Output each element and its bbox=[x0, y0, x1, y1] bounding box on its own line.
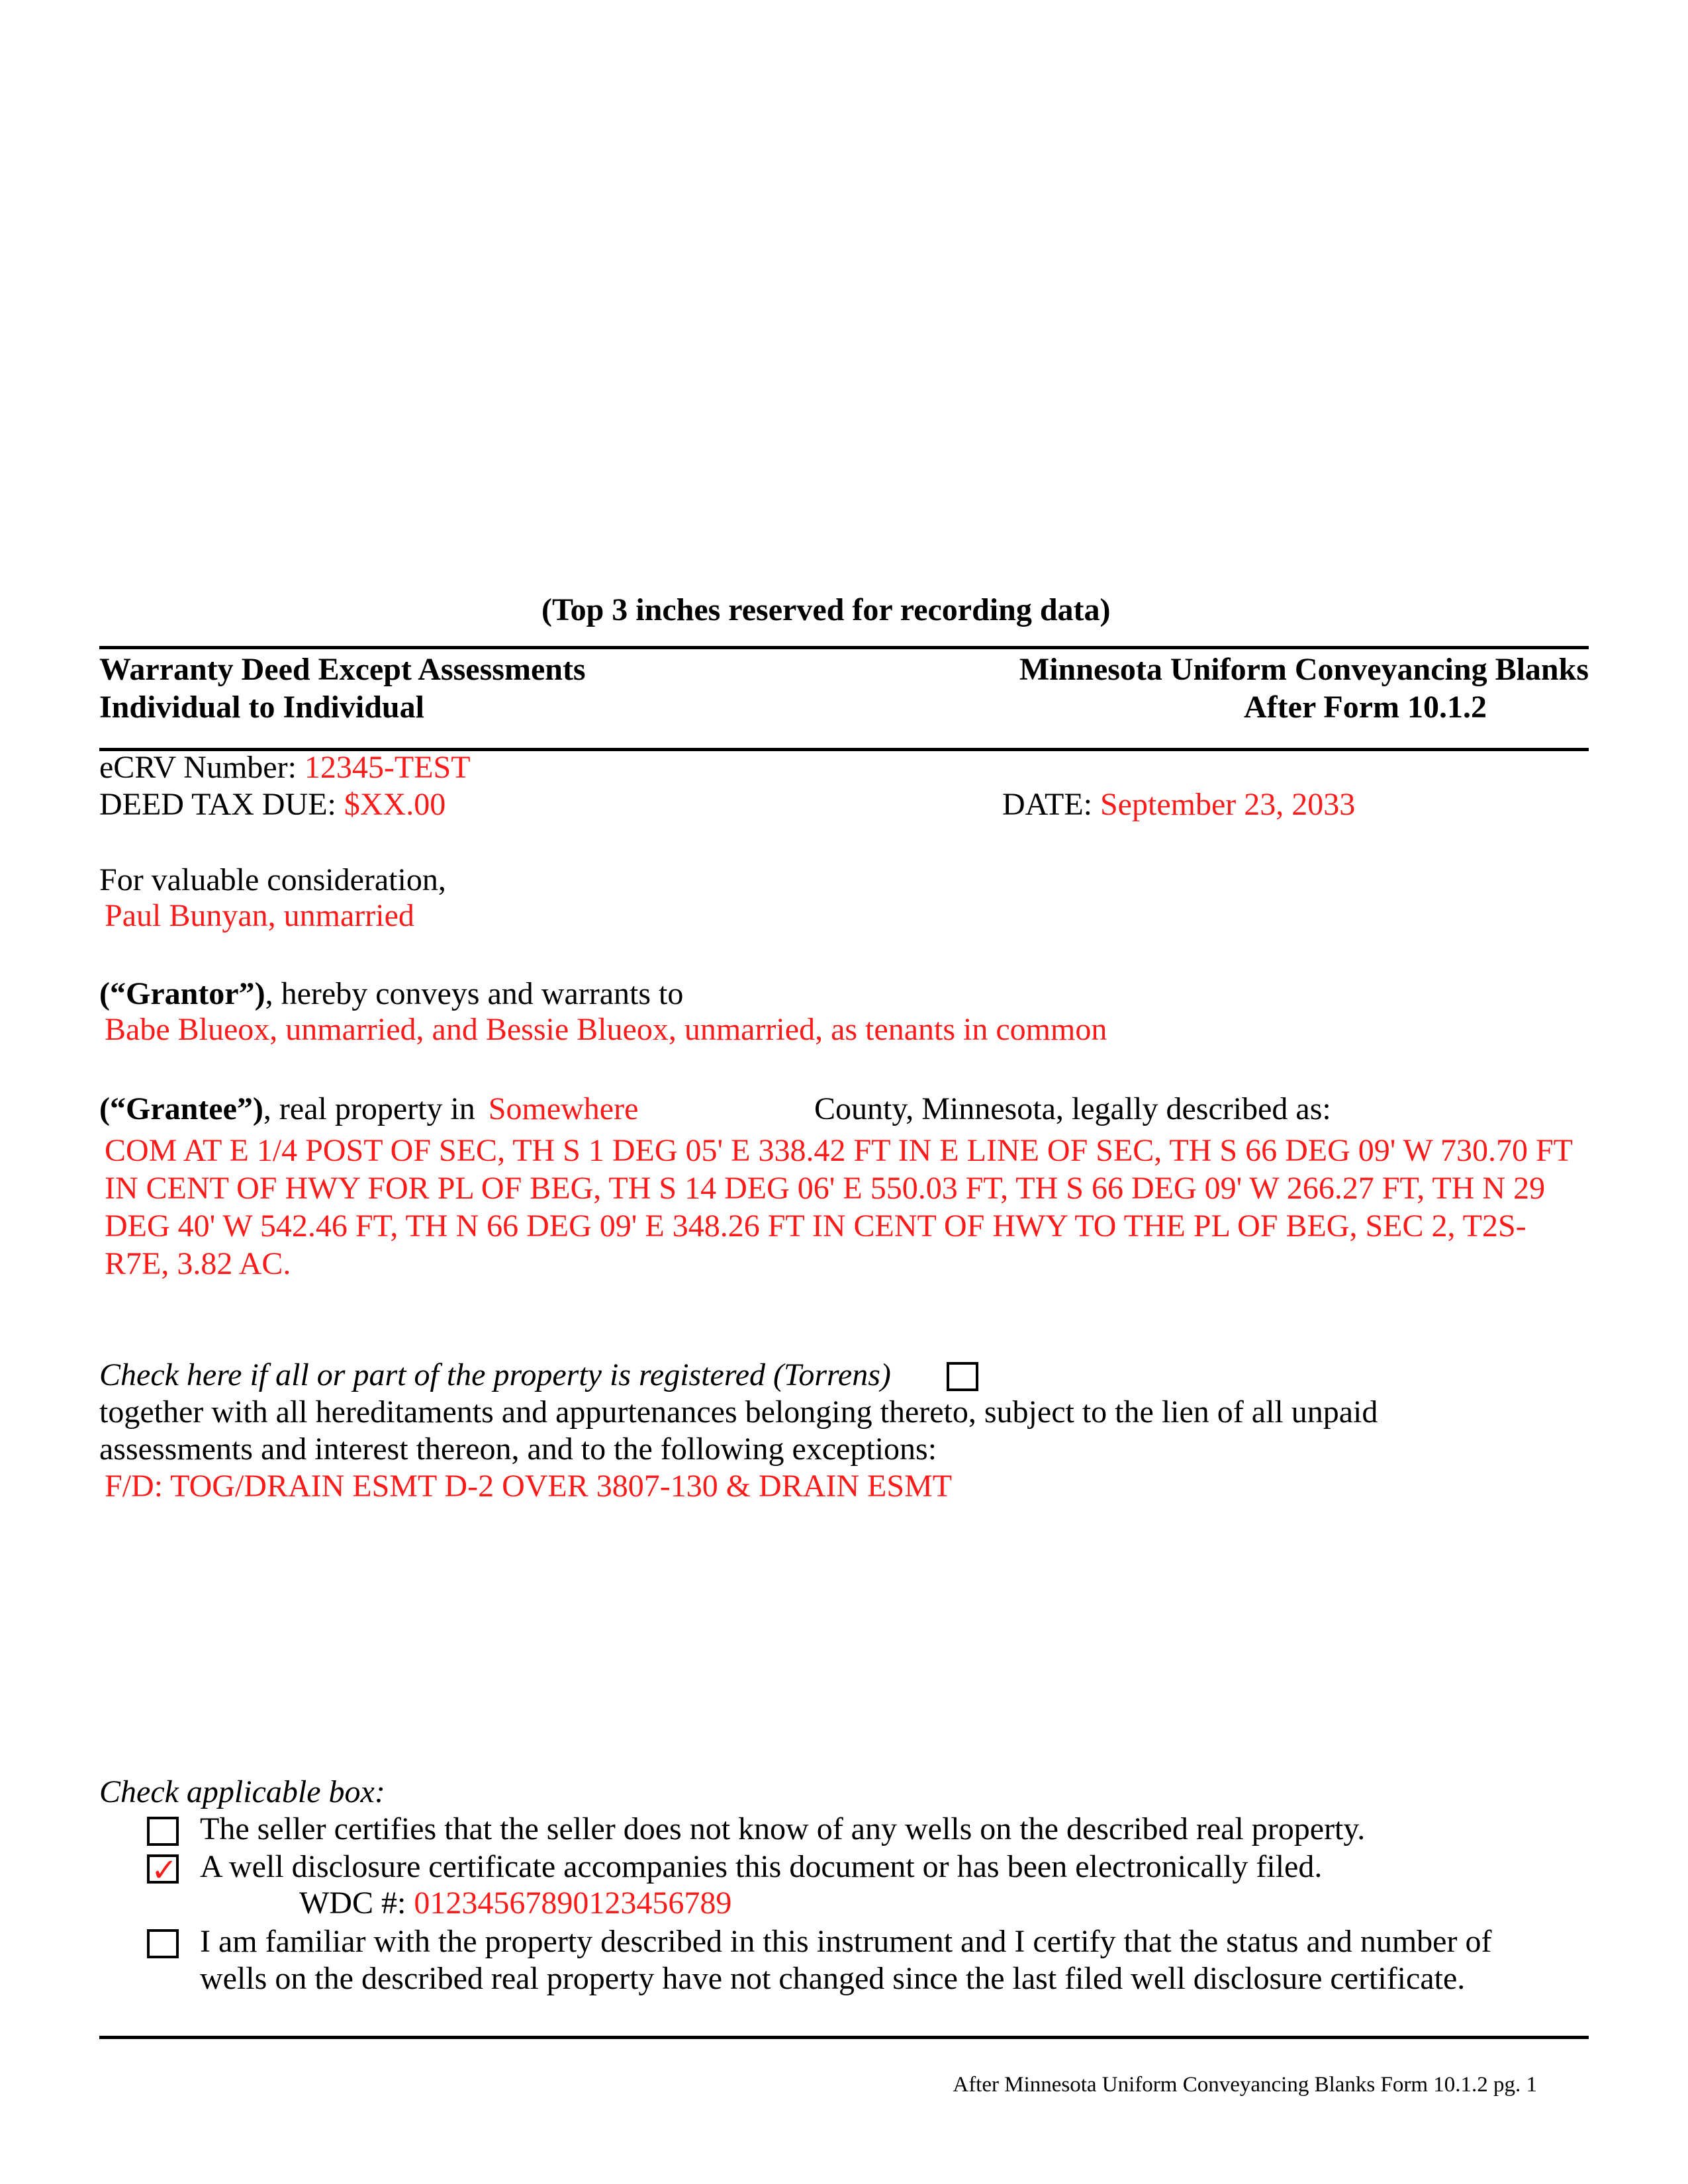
familiar-text-line-2: wells on the described real property have not changed since the last filed well disclosure certificate. bbox=[200, 1961, 1466, 1996]
ecrv-label: eCRV Number: bbox=[99, 750, 297, 785]
grantee-clause-text: , real property in bbox=[263, 1091, 475, 1126]
grantor-name[interactable]: Paul Bunyan, unmarried bbox=[105, 898, 414, 933]
form-subtitle: Individual to Individual bbox=[99, 690, 424, 725]
torrens-label: Check here if all or part of the property is registered (Torrens) bbox=[99, 1357, 891, 1392]
grantor-clause-text: , hereby conveys and warrants to bbox=[265, 976, 684, 1011]
ecrv-value[interactable]: 12345-TEST bbox=[304, 750, 471, 785]
grantor-clause bbox=[99, 976, 683, 1013]
ecrv-row bbox=[99, 749, 471, 786]
well-certificate-checkbox[interactable] bbox=[147, 1852, 179, 1889]
county-value[interactable]: Somewhere bbox=[488, 1091, 639, 1126]
grantee-name[interactable]: Babe Blueox, unmarried, and Bessie Blueox, unmarried, as tenants in common bbox=[105, 1012, 1107, 1047]
together-line-1: together with all hereditaments and appurtenances belonging thereto, subject to the lien of all unpaid bbox=[99, 1394, 1378, 1430]
page-footer: After Minnesota Uniform Conveyancing Blanks Form 10.1.2 pg. 1 bbox=[953, 2073, 1537, 2097]
wdc-row bbox=[299, 1885, 731, 1922]
deed-tax-value[interactable]: $XX.00 bbox=[344, 787, 446, 822]
deed-tax-row bbox=[99, 786, 445, 823]
legal-description[interactable]: COM AT E 1/4 POST OF SEC, TH S 1 DEG 05' E 338.42 FT IN E LINE OF SEC, TH S 66 DEG 09' W 730.70 FT IN CENT OF HWY FOR PL OF BEG, TH S 14 DEG 06' E 550.03 FT, TH S 66 DEG 09' W 266.27 FT, TH N 29 DEG 40' W 542.46 FT, TH N 66 DEG 09' E 348.26 FT IN CENT OF HWY TO THE PL OF BEG, SEC 2, T2S-R7E, 3.82 AC. bbox=[105, 1133, 1573, 1281]
well-certificate-text: A well disclosure certificate accompanies this document or has been electronically filed. bbox=[200, 1849, 1323, 1884]
wells-heading: Check applicable box: bbox=[99, 1774, 385, 1809]
footer-rule bbox=[99, 2036, 1589, 2039]
grantee-clause bbox=[99, 1091, 638, 1128]
form-number: After Form 10.1.2 bbox=[1244, 690, 1487, 725]
grantee-term: (“Grantee”) bbox=[99, 1091, 263, 1126]
county-suffix-text: County, Minnesota, legally described as: bbox=[814, 1091, 1331, 1126]
familiar-text-line-1: I am familiar with the property described in this instrument and I certify that the status and number of bbox=[200, 1924, 1492, 1959]
deed-tax-label: DEED TAX DUE: bbox=[99, 787, 336, 822]
form-series-title: Minnesota Uniform Conveyancing Blanks bbox=[1019, 652, 1589, 687]
form-title: Warranty Deed Except Assessments bbox=[99, 652, 586, 687]
familiar-checkbox[interactable] bbox=[147, 1929, 179, 1958]
exceptions-value[interactable]: F/D: TOG/DRAIN ESMT D-2 OVER 3807-130 & DRAIN ESMT bbox=[105, 1469, 953, 1504]
together-line-2: assessments and interest thereon, and to the following exceptions: bbox=[99, 1432, 937, 1467]
date-row bbox=[1002, 786, 1355, 823]
consideration-label: For valuable consideration, bbox=[99, 862, 446, 897]
wdc-value[interactable]: 01234567890123456789 bbox=[414, 1886, 732, 1921]
recording-note: (Top 3 inches reserved for recording data) bbox=[541, 592, 1111, 627]
no-wells-checkbox[interactable] bbox=[147, 1817, 179, 1846]
torrens-checkbox[interactable] bbox=[947, 1362, 978, 1391]
wdc-label: WDC #: bbox=[299, 1886, 406, 1921]
header-top-rule bbox=[99, 646, 1589, 649]
date-value[interactable]: September 23, 2033 bbox=[1100, 787, 1356, 822]
no-wells-text: The seller certifies that the seller does not know of any wells on the described real property. bbox=[200, 1811, 1366, 1846]
checkmark-icon: ✓ bbox=[151, 1852, 178, 1889]
date-label: DATE: bbox=[1002, 787, 1092, 822]
grantor-term: (“Grantor”) bbox=[99, 976, 265, 1011]
